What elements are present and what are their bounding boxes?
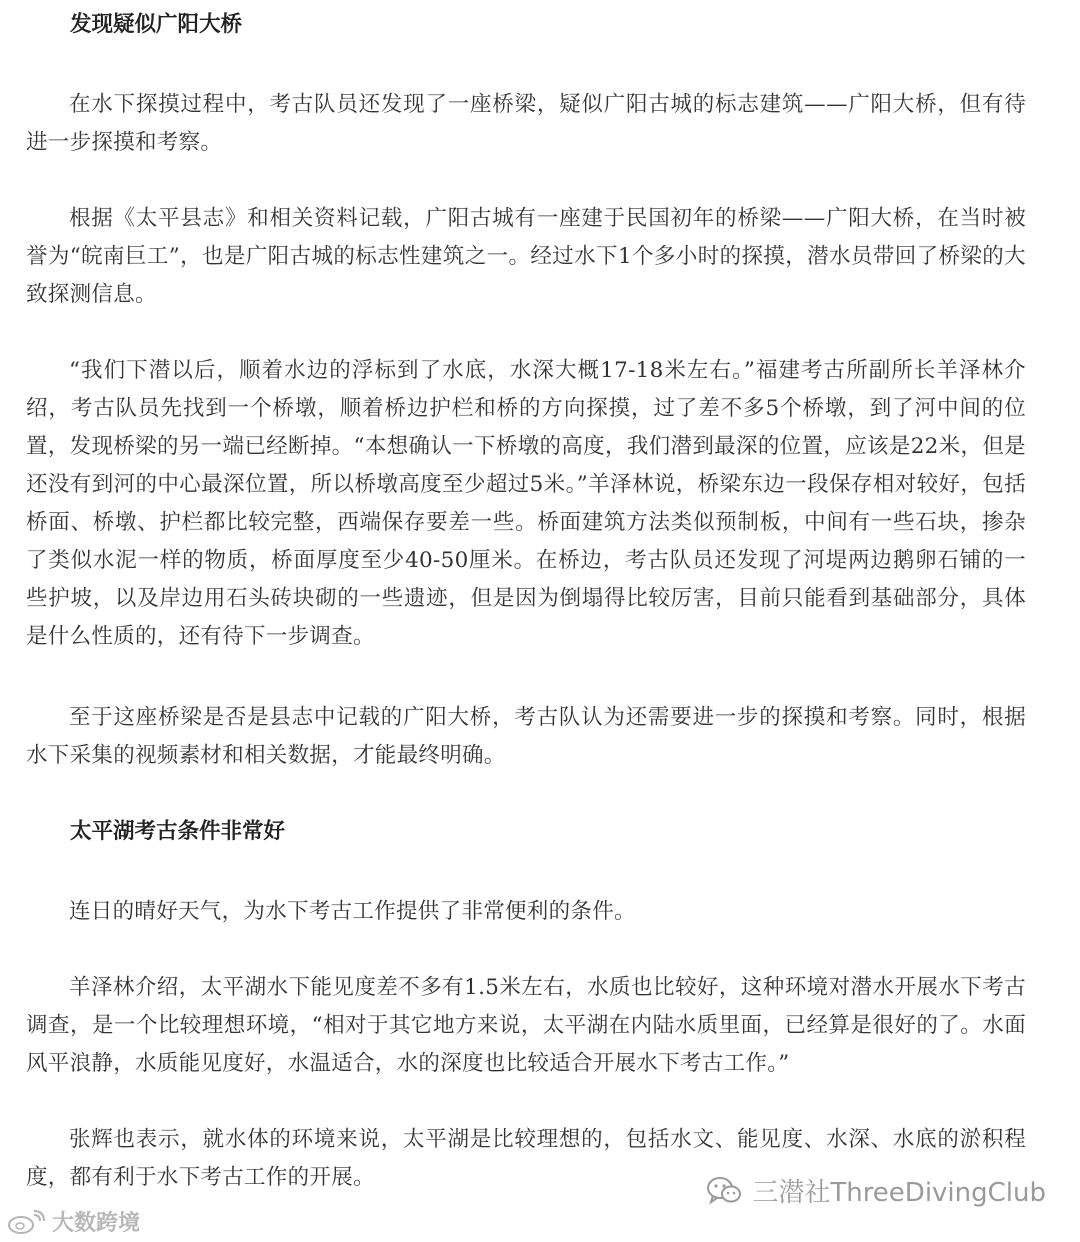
weibo-icon bbox=[6, 1209, 46, 1235]
watermark bbox=[706, 1172, 1046, 1209]
paragraph: 在水下探摸过程中，考古队员还发现了一座桥梁，疑似广阳古城的标志建筑——广阳大桥，但有待进一步探摸和考察。 bbox=[26, 92, 1026, 155]
paragraph: 根据《太平县志》和相关资料记载，广阳古城有一座建于民国初年的桥梁——广阳大桥，在当时被誉为“皖南巨工”，也是广阳古城的标志性建筑之一。经过水下1个多小时的探摸，潜水员带回了桥梁的大致探测信息。 bbox=[26, 206, 1026, 307]
paragraph: 连日的晴好天气，为水下考古工作提供了非常便利的条件。 bbox=[69, 899, 636, 924]
section-heading-conditions: 太平湖考古条件非常好 bbox=[70, 819, 286, 844]
bottom-watermark bbox=[6, 1206, 140, 1237]
paragraph: 至于这座桥梁是否是县志中记载的广阳大桥，考古队认为还需要进一步的探摸和考察。同时，根据水下采集的视频素材和相关数据，才能最终明确。 bbox=[26, 705, 1026, 768]
bottom-watermark-text: 大数跨境 bbox=[52, 1211, 141, 1236]
paragraph: 张辉也表示，就水体的环境来说，太平湖是比较理想的，包括水文、能见度、水深、水底的淤积程度，都有利于水下考古工作的开展。 bbox=[26, 1127, 1026, 1190]
paragraph: “我们下潜以后，顺着水边的浮标到了水底，水深大概17-18米左右。”福建考古所副所长羊泽林介绍，考古队员先找到一个桥墩，顺着桥边护栏和桥的方向探摸，过了差不多5个桥墩，到了河中间的位置，发现桥梁的另一端已经断掉。“本想确认一下桥墩的高度，我们潜到最深的位置，应该是22米，但是还没有到河的中心最深位置，所以桥墩高度至少超过5米。”羊泽林说，桥梁东边一段保存相对较好，包括桥面、桥墩、护栏都比较完整，西端保存要差一些。桥面建筑方法类似预制板，中间有一些石块，掺杂了类似水泥一样的物质，桥面厚度至少40-50厘米。在桥边，考古队员还发现了河堤两边鹅卵石铺的一些护坡，以及岸边用石头砖块砌的一些遗迹，但是因为倒塌得比较厉害，目前只能看到基础部分，具体是什么性质的，还有待下一步调查。 bbox=[26, 358, 1026, 649]
watermark-text: 三潜社ThreeDivingClub bbox=[752, 1178, 1046, 1208]
wechat-icon bbox=[706, 1176, 742, 1206]
paragraph: 羊泽林介绍，太平湖水下能见度差不多有1.5米左右，水质也比较好，这种环境对潜水开展水下考古调查，是一个比较理想环境，“相对于其它地方来说，太平湖在内陆水质里面，已经算是很好的了。水面风平浪静，水质能见度好，水温适合，水的深度也比较适合开展水下考古工作。” bbox=[26, 975, 1026, 1076]
section-heading-bridge: 发现疑似广阳大桥 bbox=[70, 12, 243, 37]
